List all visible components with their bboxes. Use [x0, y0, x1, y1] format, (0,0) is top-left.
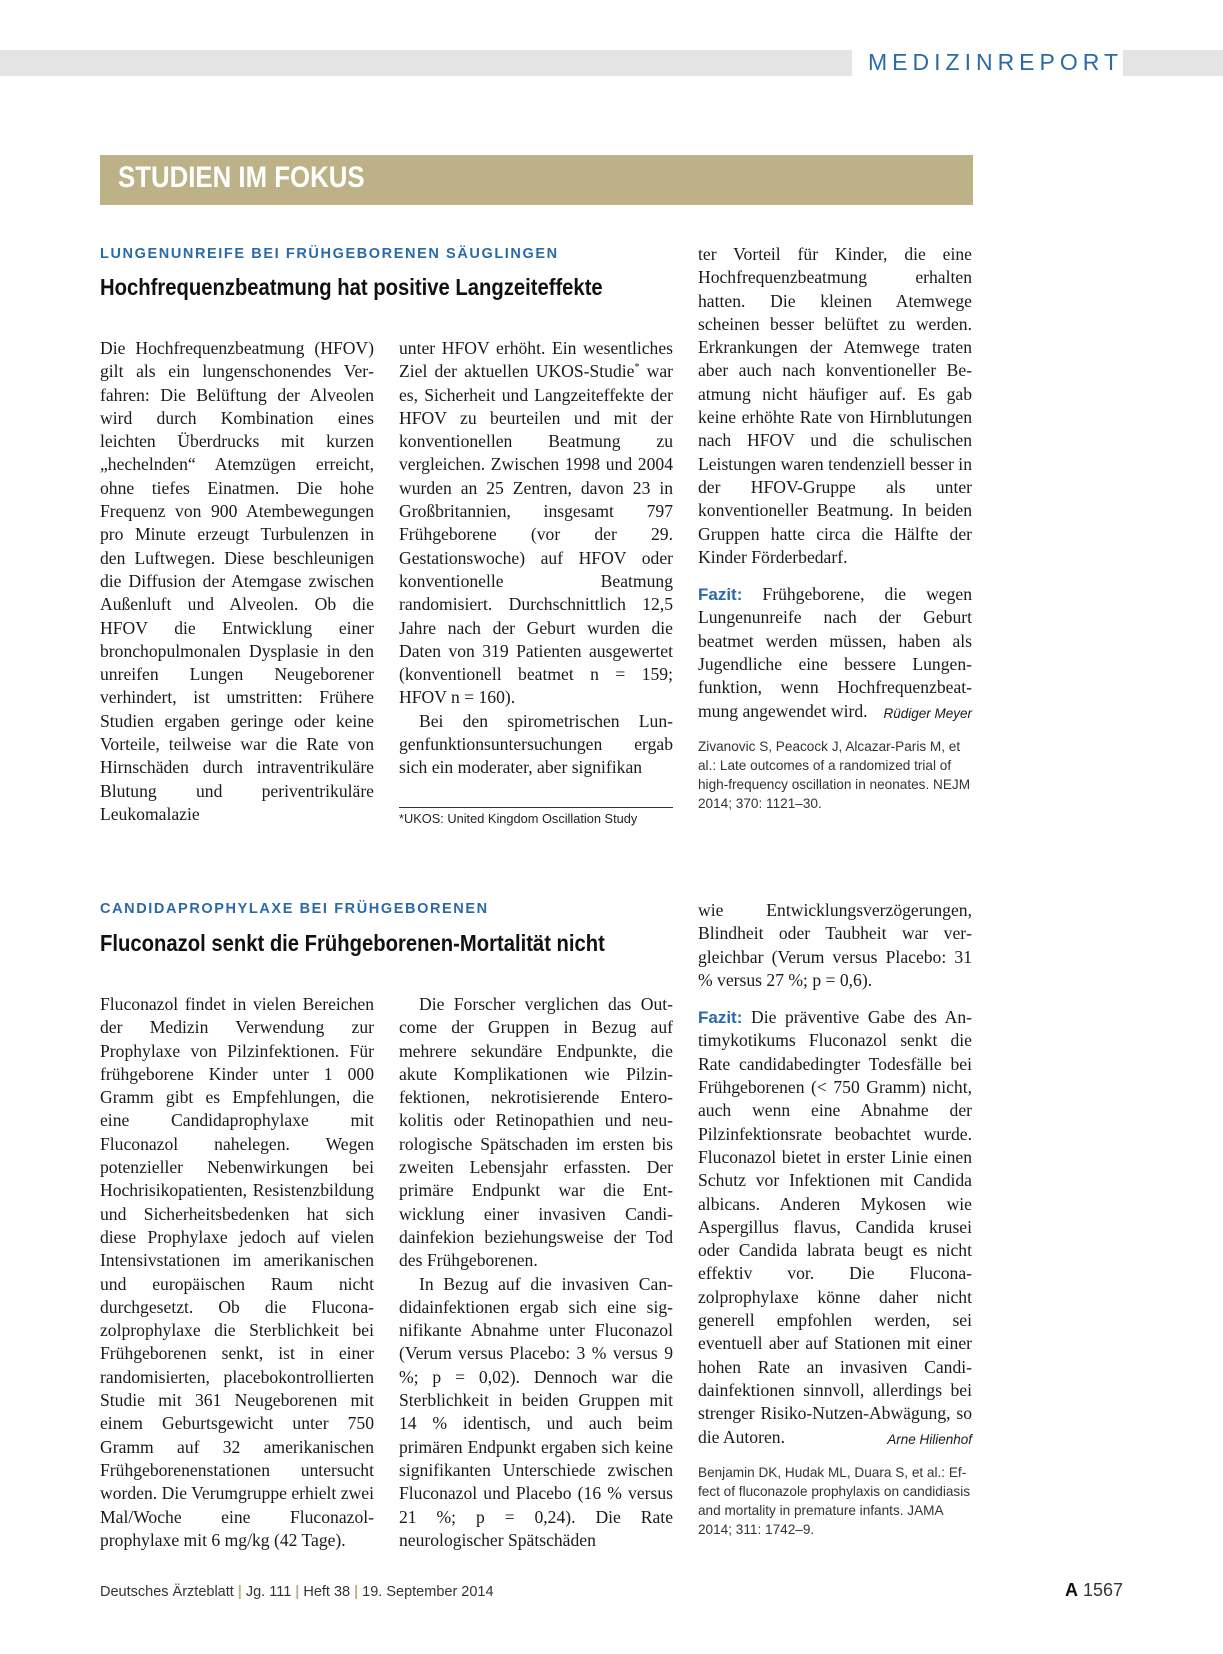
article1-column-1	[100, 337, 374, 826]
article2-paragraph: Die Forscher verglichen das Outcome der Gruppen in Bezug auf mehrere sekundäre Endpunkte, die akute Komplikationen wie Pilzinfektionen, nekrotisierende Enterokolitis oder Retinopathien und neurologische Spätschaden im ersten bis zweiten Lebensjahr erfassten. Der primäre Endpunkt war die Entwicklung einer invasiven Candidainfekion beziehungsweise der Tod des Frühgeborenen.	[399, 994, 673, 1271]
article2-paragraph: In Bezug auf die invasiven Candidainfektionen ergab sich eine signifikante Abnahme unter Fluconazol (Verum versus Placebo: 3 % versus 9 %; p = 0,02). Dennoch war die Sterblichkeit in beiden Gruppen mit 14 % identisch, und auch beim primären Endpunkt ergaben sich keine signifikanten Unterschiede zwischen Fluconazol und Placebo (16 % versus 21 %; p = 0,24). Die Rate neurologischer Spätschäden	[399, 1273, 673, 1550]
article2-reference: Benjamin DK, Hudak ML, Duara S, et al.: Effect of fluconazole prophylaxis on candidiasis and mortality in premature infants. JAMA 2014; 311: 1742–9.	[698, 1464, 971, 1537]
section-banner	[100, 155, 973, 205]
page-number	[1065, 1580, 1123, 1601]
article2-column-3	[698, 899, 972, 1539]
article1-column-2	[399, 337, 673, 780]
banner-title: STUDIEN IM FOKUS	[118, 161, 365, 194]
footer-date: 19. September 2014	[362, 1584, 494, 1600]
page-number-value: 1567	[1082, 1580, 1123, 1600]
footer-volume: Jg. 111	[245, 1584, 292, 1600]
article1-paragraph: unter HFOV erhöht. Ein wesentliches Ziel der aktuellen UKOS-Studie* war es, Sicherheit und Langzeiteffekte der HFOV zu beurteilen und mit der konventionellen Beatmung zu vergleichen. Zwischen 1998 und 2004 wurden an 25 Zentren, davon 23 in Großbritannien, insgesamt 797 Frühgeborene (vor der 29. Gestationswoche) auf HFOV oder konventionelle Beatmung randomisiert. Durchschnittlich 12,5 Jahre nach der Geburt wurden die Daten von 319 Patienten ausgewertet (konventionell beatmet n = 159; HFOV n = 160).	[399, 338, 673, 708]
article1-paragraph: Die Hochfrequenzbeatmung (HFOV) gilt als ein lungenschonendes Verfahren: Die Belüftung der Alveolen wird durch Kombination eines leichten Überdrucks mit kurzen „hechelnden“ Atemzügen erreicht, ohne tiefes Einatmen. Die hohe Frequenz von 900 Atembewegungen pro Minute erzeugt Turbulenzen in den Luftwegen. Diese beschleunigen die Diffusion der Atemgase zwischen Außenluft und Alveolen. Ob die HFOV die Entwicklung einer bronchopulmonalen Dysplasie in den unreifen Lungen Neugeborener verhindert, ist umstritten: Frühere Studien ergaben geringe oder keine Vorteile, teilweise war die Rate von Hirnschäden durch intraventrikuläre Blutung und periventrikuläre Leukomalazie	[100, 338, 374, 824]
article1-paragraph: Bei den spirometrischen Lungenfunktionsuntersuchungen ergab sich ein moderater, aber signifikan	[399, 710, 673, 778]
article1-author: Rüdiger Meyer	[883, 705, 972, 721]
fazit-label: Fazit:	[698, 585, 743, 605]
page-footer: Deutsches Ärzteblatt | Jg. 111 | Heft 38 | 19. September 2014	[100, 1584, 494, 1600]
article2-column-2	[399, 993, 673, 1552]
section-label: MEDIZINREPORT	[852, 47, 1123, 77]
article1-column-3	[698, 243, 972, 813]
footer-journal: Deutsches Ärzteblatt	[100, 1584, 234, 1600]
article1-reference: Zivanovic S, Peacock J, Alcazar-Paris M, et al.: Late outcomes of a randomized trial of high-frequency oscillation in neonates. NEJM 2014; 370: 1121–30.	[698, 738, 971, 811]
article1-kicker: LUNGENUNREIFE BEI FRÜHGEBORENEN SÄUGLINGEN	[100, 246, 559, 262]
article2-headline: Fluconazol senkt die Frühgeborenen-Mortalität nicht	[100, 930, 605, 956]
article1-fazit: Fazit: Frühgeborene, die wegen Lungenunreife nach der Geburt beatmet werden müssen, haben als Jugendliche eine bessere Lungenfunktion, wenn Hochfrequenzbeatmung angewendet wird. Rüdiger Meyer	[698, 583, 972, 723]
article2-column-1	[100, 993, 374, 1552]
article2-paragraph: wie Entwicklungsverzögerungen, Blindheit oder Taubheit war vergleichbar (Verum versus Placebo: 31 % versus 27 %; p = 0,6).	[698, 900, 972, 990]
article2-fazit: Fazit: Die präventive Gabe des Antimykotikums Fluconazol senkt die Rate candidabedingter Todesfälle bei Frühgeborenen (< 750 Gramm) nicht, auch wenn eine Abnahme der Pilzinfektionsrate beobachtet wurde. Fluconazol bietet in erster Linie einen Schutz vor Infektionen mit Candida albicans. Anderen Mykosen wie Aspergillus flavus, Candida krusei oder Candida labrata beugt es nicht effektiv vor. Die Fluconazolprophylaxe könne daher nicht generell empfohlen werden, sei eventuell aber auf Stationen mit einer hohen Rate an invasiven Candidainfektionen sinnvoll, allerdings bei strenger Risiko-Nutzen-Abwägung, so die Autoren. Arne Hilienhof	[698, 1006, 972, 1449]
article2-paragraph: Fluconazol findet in vielen Bereichen der Medizin Verwendung zur Prophylaxe von Pilzinfektionen. Für frühgeborene Kinder unter 1 000 Gramm gibt es Empfehlungen, die eine Candidaprophylaxe mit Fluconazol nahelegen. Wegen potenzieller Nebenwirkungen bei Hochrisikopatienten, Resistenzbildung und Sicherheitsbedenken hat sich diese Prophylaxe jedoch auf vielen Intensivstationen im amerikanischen und europäischen Raum nicht durchgesetzt. Ob die Fluconazolprophylaxe die Sterblichkeit bei Frühgeborenen senkt, ist in einer randomisierten, placebokontrollierten Studie mit 361 Neugeborenen mit einem Geburtsgewicht unter 750 Gramm auf 32 amerikanischen Frühgeborenenstationen untersucht worden. Die Verumgruppe erhielt zwei Mal/Woche eine Fluconazolprophylaxe mit 6 mg/kg (42 Tage).	[100, 994, 374, 1550]
footer-issue: Heft 38	[303, 1584, 351, 1600]
article2-kicker: CANDIDAPROPHYLAXE BEI FRÜHGEBORENEN	[100, 901, 489, 917]
article1-headline: Hochfrequenzbeatmung hat positive Langzeiteffekte	[100, 274, 603, 300]
article1-paragraph: ter Vorteil für Kinder, die eine Hochfrequenzbeatmung erhalten hatten. Die kleinen Atemwege scheinen besser belüftet zu werden. Erkrankungen der Atemwege traten aber auch nach konventioneller Beatmung nicht häufiger auf. Es gab keine erhöhte Rate von Hirnblutungen nach HFOV und die schulischen Leistungen waren tendenziell besser in der HFOV-Gruppe als unter konventioneller Beatmung. In beiden Gruppen hatte circa die Hälfte der Kinder Förderbedarf.	[698, 244, 972, 567]
footnote-marker: *	[634, 362, 640, 374]
footnote-divider	[399, 807, 673, 808]
article2-author: Arne Hilienhof	[887, 1431, 972, 1447]
fazit-label: Fazit:	[698, 1008, 743, 1028]
article1-footnote: *UKOS: United Kingdom Oscillation Study	[399, 811, 638, 826]
page-prefix: A	[1064, 1580, 1078, 1600]
